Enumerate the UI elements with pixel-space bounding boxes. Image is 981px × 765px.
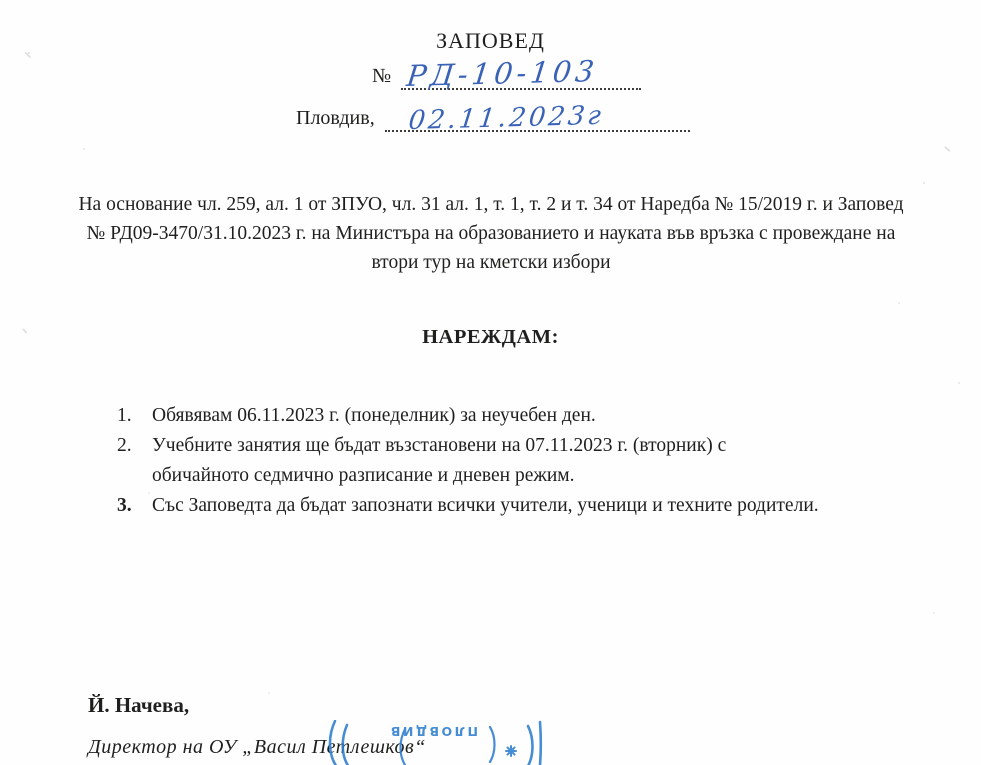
stamp-star-icon	[506, 746, 516, 756]
scan-scratch	[944, 146, 950, 152]
item-1-number: 1.	[117, 405, 132, 426]
city-label: Пловдив,	[296, 107, 375, 129]
document-title: ЗАПОВЕД	[436, 28, 545, 53]
stamp-inner-left-arc	[343, 725, 349, 765]
order-heading: НАРЕЖДАМ:	[422, 326, 559, 348]
stamp-inner-right-arc	[528, 726, 533, 765]
signature-name: Й. Начева,	[88, 693, 190, 717]
order-number-field	[401, 53, 641, 93]
date-field	[385, 100, 690, 136]
order-item-3	[117, 491, 917, 521]
handwritten-date: 02.11.2023г	[406, 100, 606, 136]
item-1-text: Обявявам 06.11.2023 г. (понеделник) за неучебен ден.	[152, 405, 596, 426]
number-sign-label: №	[372, 65, 392, 87]
order-items-list	[117, 401, 917, 521]
stamp-mid-right-arc	[490, 727, 495, 762]
order-number-line	[372, 53, 641, 93]
item-2-number: 2.	[117, 435, 132, 456]
stamp-outer-right-arc	[540, 722, 541, 765]
legal-basis-paragraph: На основание чл. 259, ал. 1 от ЗПУО, чл. 31 ал. 1, т. 1, т. 2 и т. 34 от Наредба № 15/2019 г. и Заповед № РД09-3470/31.10.2023 г. на Министъра на образованието и науката във връзка с провеждане на втори тур на кметски избори	[78, 194, 904, 273]
order-item-1	[117, 401, 917, 431]
item-3-text: Със Заповедта да бъдат запознати всички учители, ученици и техните родители.	[152, 495, 819, 516]
city-date-line	[296, 100, 690, 136]
round-stamp-icon	[312, 720, 552, 765]
order-item-2	[117, 431, 917, 491]
handwritten-order-number: РД-10-103	[405, 53, 600, 93]
item-3-number: 3.	[117, 495, 132, 516]
stamp-outer-left-arc	[330, 721, 337, 765]
stamp-city-text: ПЛОВДИВ	[388, 724, 478, 739]
item-2-text: Учебните занятия ще бъдат възстановени на 07.11.2023 г. (вторник) с обичайното седмично разписание и дневен режим.	[152, 435, 727, 486]
signature-title: Директор на ОУ „Васил Петлешков“	[88, 736, 426, 758]
